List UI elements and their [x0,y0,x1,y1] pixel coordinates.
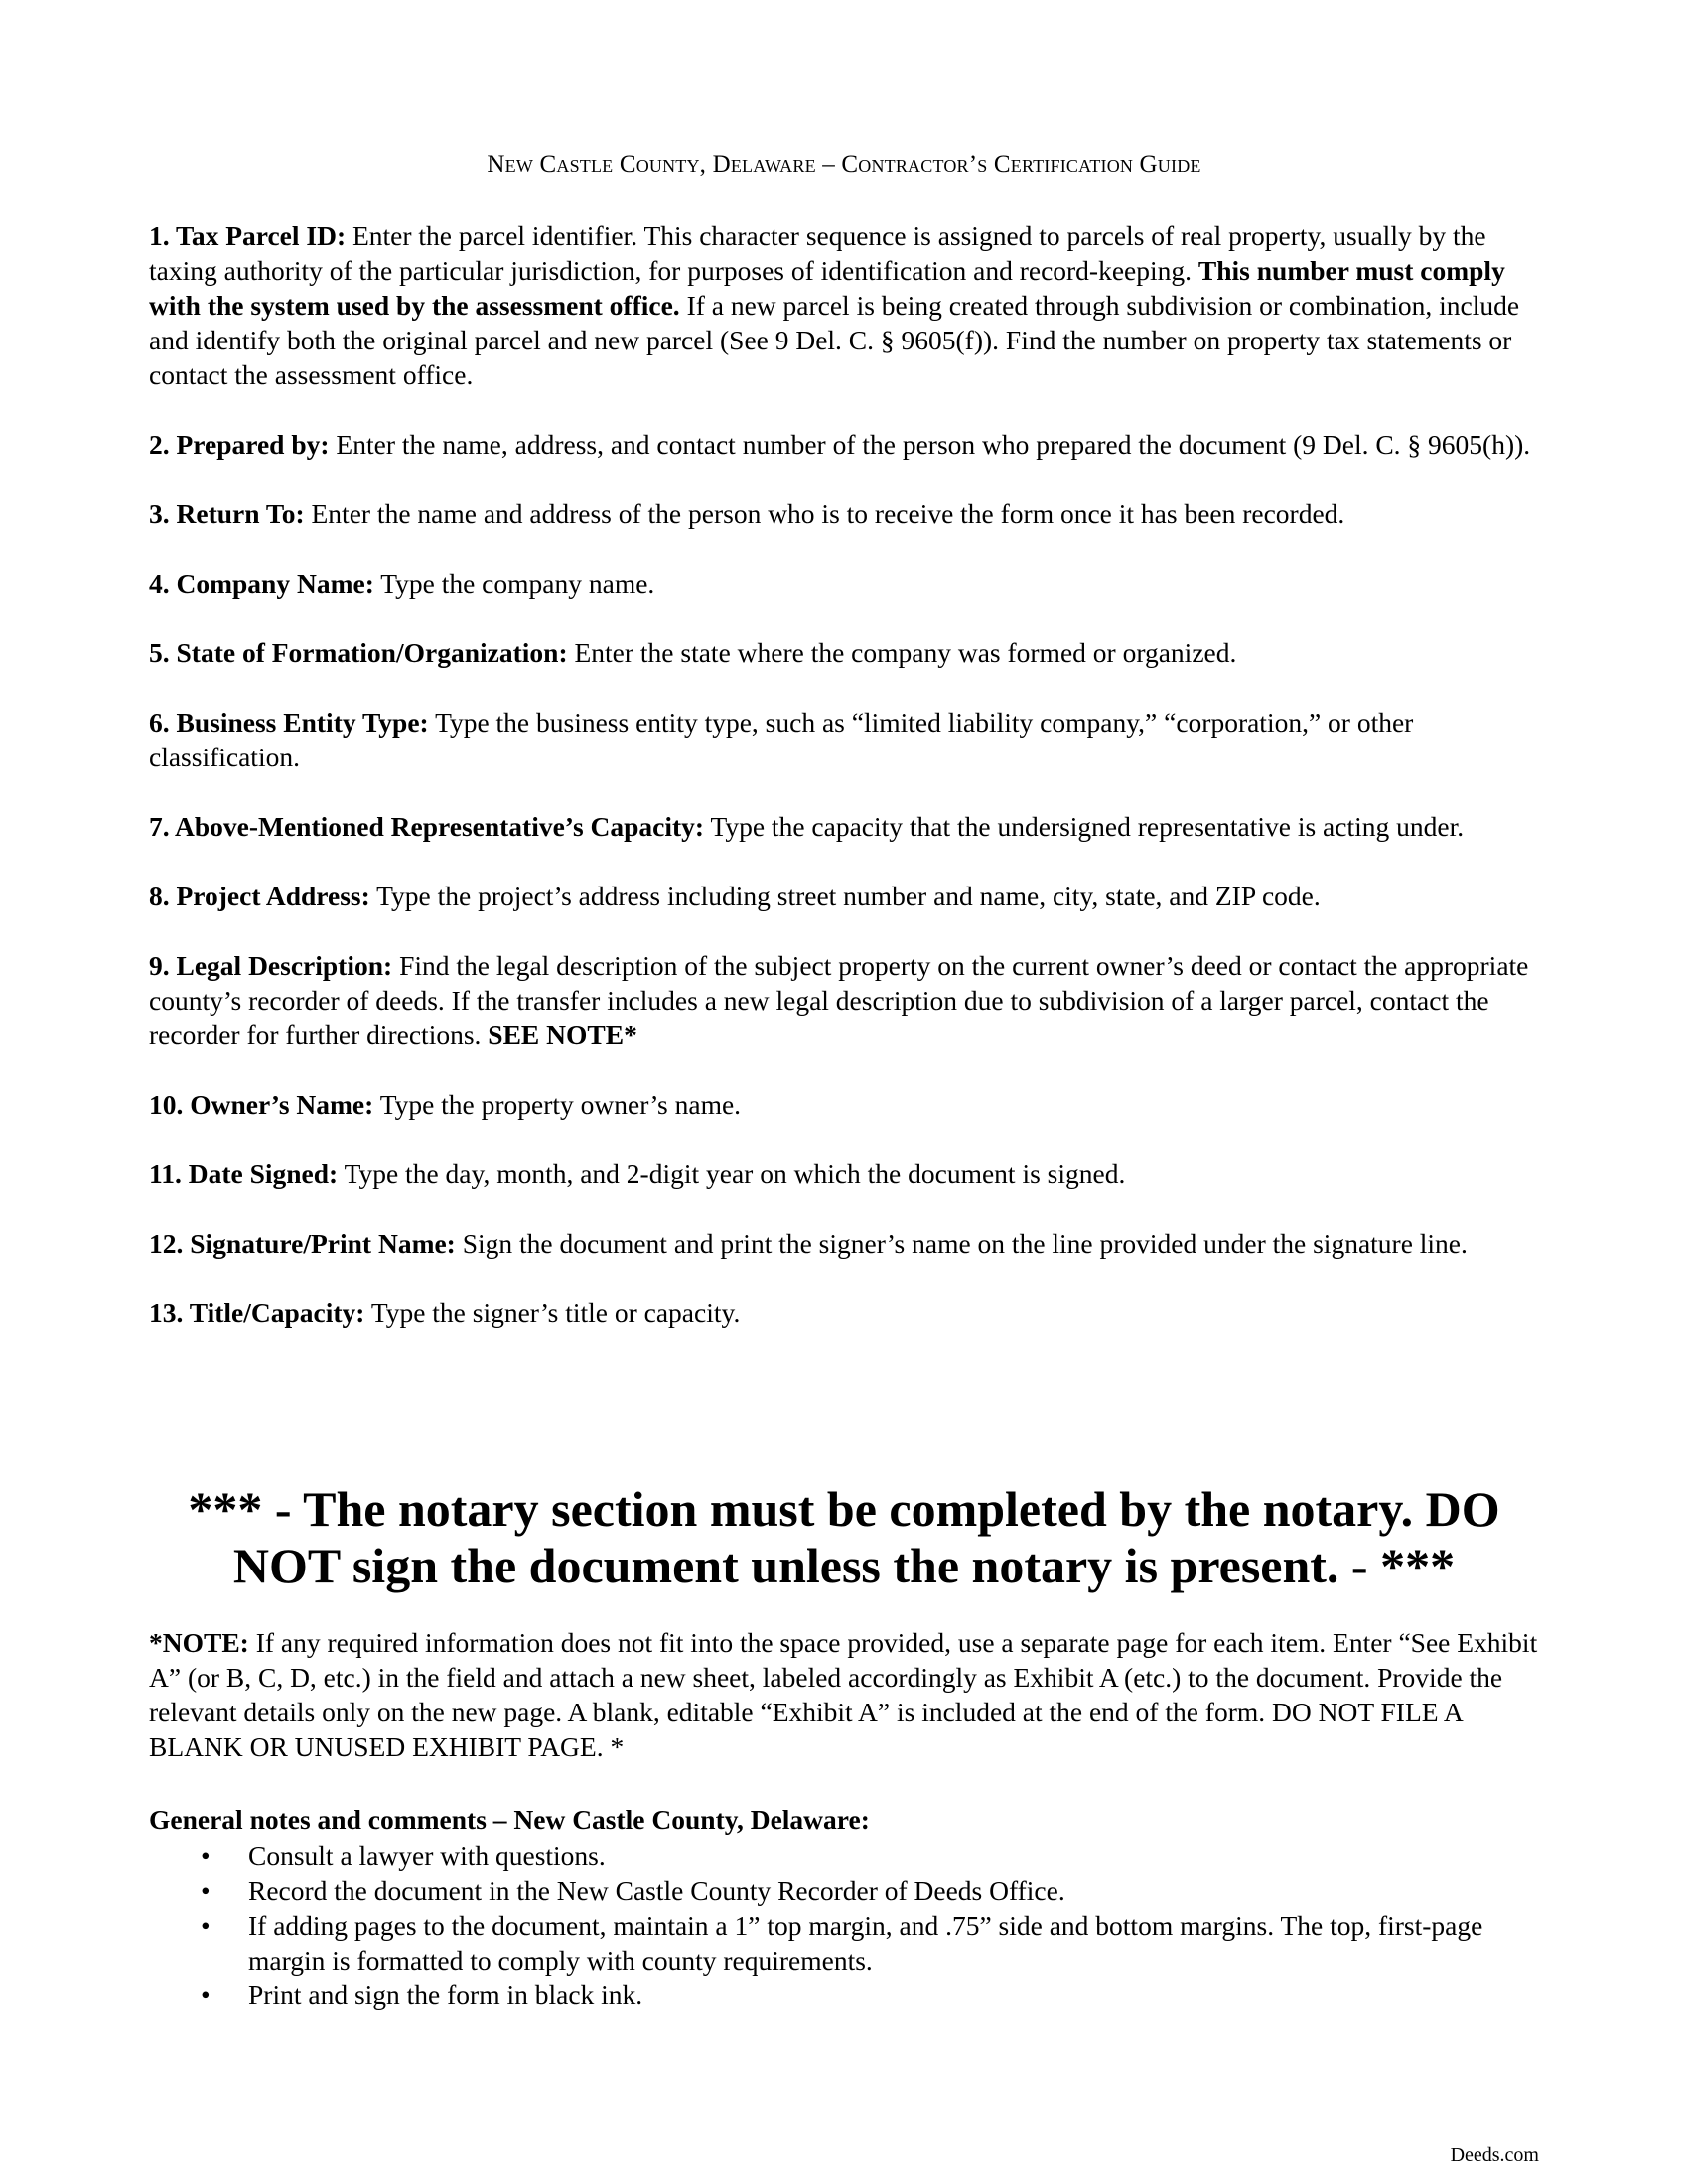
item-label: 1. Tax Parcel ID: [149,220,347,251]
list-item [149,1978,1539,2012]
general-notes-list [149,1839,1539,2012]
note-text: If any required information does not fit into the space provided, use a separate page for each item. Enter “See Exhibit A” (or B, C, D, etc.) in the field and attach a new sheet, labeled accordingly as Exhibit A (etc.) to the document. Provide the relevant details only on the new page. A blank, editable “Exhibit A” is included at the end of the form. [149,1627,1538,1727]
item-text: Enter the name, address, and contact number of the person who prepared the document (9 Del. C. § 9605(h)). [329,429,1531,460]
item-label: 9. Legal Description: [149,950,393,981]
instruction-item-11 [149,1157,1539,1191]
instruction-item-10 [149,1087,1539,1122]
item-bold-text: This number must comply with the system used by the assessment office. [149,255,1505,321]
instruction-list [149,218,1539,1365]
item-text: Enter the state where the company was formed or organized. [567,637,1237,668]
bullet-icon: • [201,1875,211,1906]
instruction-item-2 [149,427,1539,462]
item-text-continued: If a new parcel is being created through subdivision or combination, include and identify both the original parcel and new parcel (See 9 Del. C. § 9605(f)). Find the number on property tax statements or contact the assessment office. [149,290,1520,390]
general-notes-heading: General notes and comments – New Castle County, Delaware: [149,1804,870,1835]
instruction-item-13 [149,1296,1539,1330]
exhibit-note [149,1625,1539,1764]
item-text: Type the day, month, and 2-digit year on which the document is signed. [338,1159,1126,1189]
list-item [149,1873,1539,1908]
note-caps-text: DO NOT FILE A BLANK OR UNUSED EXHIBIT PAGE. * [149,1697,1463,1762]
item-text: Type the signer’s title or capacity. [364,1297,741,1328]
instruction-item-9 [149,948,1539,1052]
bullet-icon: • [201,1841,211,1871]
instruction-item-8 [149,879,1539,913]
bullet-icon: • [201,1979,211,2010]
instruction-item-12 [149,1226,1539,1261]
item-label: 4. Company Name: [149,568,374,599]
instruction-item-1 [149,218,1539,392]
list-item-text: Record the document in the New Castle County Recorder of Deeds Office. [248,1875,1065,1906]
item-label: 5. State of Formation/Organization: [149,637,568,668]
list-item-text: Print and sign the form in black ink. [248,1979,643,2010]
instruction-item-6 [149,705,1539,774]
item-label: 2. Prepared by: [149,429,330,460]
list-item-text: Consult a lawyer with questions. [248,1841,606,1871]
item-text: Enter the name and address of the person who is to receive the form once it has been recorded. [304,498,1345,529]
footer-brand: Deeds.com [1450,2144,1539,2166]
list-item [149,1839,1539,1873]
item-text: Find the legal description of the subject property on the current owner’s deed or contact the appropriate county’s recorder of deeds. If the transfer includes a new legal description due to subdivision of a larger parcel, contact the recorder for further directions. [149,950,1529,1050]
item-label: 7. Above-Mentioned Representative’s Capacity: [149,811,705,842]
item-label: 3. Return To: [149,498,305,529]
general-notes [149,1802,1539,2012]
item-text: Enter the parcel identifier. This character sequence is assigned to parcels of real property, usually by the taxing authority of the particular jurisdiction, for purposes of identification and record-keeping. [149,220,1486,286]
notary-warning: *** - The notary section must be completed by the notary. DO NOT sign the document unless the notary is present. - *** [188,1481,1500,1593]
list-item [149,1908,1539,1978]
item-text: Type the capacity that the undersigned representative is acting under. [704,811,1465,842]
item-label: 13. Title/Capacity: [149,1297,365,1328]
list-item-text: If adding pages to the document, maintain a 1” top margin, and .75” side and bottom margins. The top, first-page margin is formatted to comply with county requirements. [248,1910,1483,1976]
instruction-item-4 [149,566,1539,601]
item-label: 8. Project Address: [149,881,370,911]
bullet-icon: • [201,1910,211,1941]
item-text: Type the project’s address including street number and name, city, state, and ZIP code. [369,881,1321,911]
instruction-item-5 [149,635,1539,670]
item-label: 10. Owner’s Name: [149,1089,374,1120]
instruction-item-7 [149,809,1539,844]
item-label: 12. Signature/Print Name: [149,1228,456,1259]
item-text: Type the business entity type, such as “limited liability company,” “corporation,” or other classification. [149,707,1414,772]
document-title: New Castle County, Delaware – Contractor’s Certification Guide [487,151,1201,178]
item-text: Type the property owner’s name. [373,1089,742,1120]
item-label: 6. Business Entity Type: [149,707,429,738]
item-label: 11. Date Signed: [149,1159,339,1189]
item-text: Type the company name. [373,568,655,599]
note-label: *NOTE: [149,1627,249,1658]
item-bold-text: SEE NOTE* [488,1020,637,1050]
instruction-item-3 [149,496,1539,531]
item-text: Sign the document and print the signer’s name on the line provided under the signature line. [455,1228,1468,1259]
